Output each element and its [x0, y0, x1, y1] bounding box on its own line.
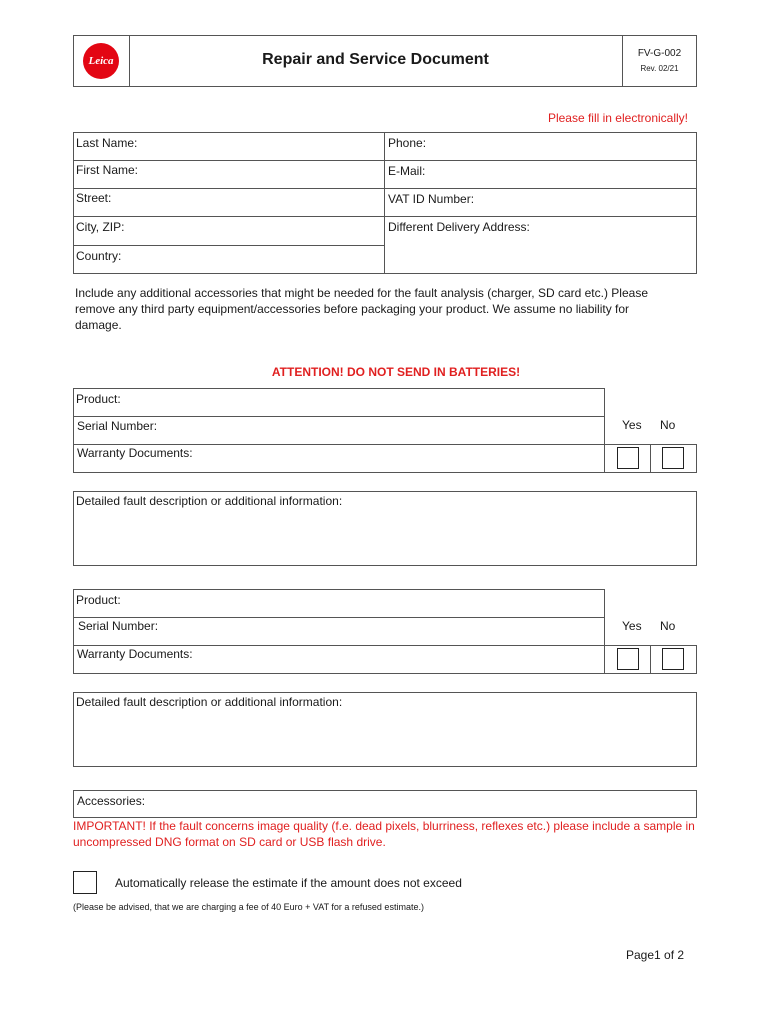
- product1-line-3: [605, 472, 697, 473]
- fill-electronically-notice: Please fill in electronically!: [547, 111, 688, 125]
- last-name-field[interactable]: Last Name:: [76, 136, 138, 150]
- accessories-label: Accessories:: [77, 794, 146, 808]
- email-field[interactable]: E-Mail:: [388, 164, 426, 178]
- customer-grid-divider: [384, 132, 385, 274]
- customer-row-line-2: [73, 188, 697, 189]
- street-field[interactable]: Street:: [76, 191, 112, 205]
- product2-yes-label: Yes: [622, 619, 642, 633]
- product1-yes-label: Yes: [622, 418, 642, 432]
- product2-line-3: [605, 673, 697, 674]
- product2-warranty-label: Warranty Documents:: [77, 647, 193, 661]
- product2-warranty-yes-checkbox[interactable]: [617, 648, 639, 670]
- product2-serial-field[interactable]: Serial Number:: [78, 619, 159, 633]
- first-name-field[interactable]: First Name:: [76, 163, 139, 177]
- product2-line-2: [73, 645, 697, 646]
- product2-check-divider: [650, 645, 651, 674]
- battery-attention: ATTENTION! DO NOT SEND IN BATTERIES!: [271, 365, 521, 379]
- accessories-field[interactable]: [73, 790, 697, 818]
- product1-fault-label: Detailed fault description or additional information:: [76, 494, 343, 508]
- header-divider-right: [622, 35, 623, 87]
- page-title: Repair and Service Document: [262, 51, 489, 68]
- product1-warranty-yes-checkbox[interactable]: [617, 447, 639, 469]
- product1-product-field[interactable]: Product:: [76, 392, 121, 406]
- product2-fault-label: Detailed fault description or additional information:: [76, 695, 343, 709]
- product1-no-label: No: [660, 418, 676, 432]
- product1-warranty-no-checkbox[interactable]: [662, 447, 684, 469]
- product1-line-2: [73, 444, 697, 445]
- product1-right-edge: [696, 444, 697, 473]
- product1-serial-field[interactable]: Serial Number:: [77, 419, 158, 433]
- refused-estimate-fee-note: (Please be advised, that we are charging a fee of 40 Euro + VAT for a refused estimate.): [73, 902, 424, 912]
- leica-logo-text: Leica: [88, 55, 114, 67]
- city-zip-field[interactable]: City, ZIP:: [76, 220, 125, 234]
- customer-row-line-4: [73, 245, 385, 246]
- customer-row-line-3: [73, 216, 697, 217]
- product1-warranty-label: Warranty Documents:: [77, 446, 193, 460]
- product1-check-divider: [650, 444, 651, 473]
- form-revision: Rev. 02/21: [640, 64, 679, 73]
- customer-row-line-1: [73, 160, 697, 161]
- product2-warranty-no-checkbox[interactable]: [662, 648, 684, 670]
- product2-line-1: [73, 617, 605, 618]
- vat-id-field[interactable]: VAT ID Number:: [388, 192, 475, 206]
- page-indicator: Page1 of 2: [626, 948, 685, 962]
- auto-release-estimate-label: Automatically release the estimate if the amount does not exceed: [115, 876, 462, 890]
- product2-product-field[interactable]: Product:: [76, 593, 121, 607]
- delivery-address-field[interactable]: Different Delivery Address:: [388, 220, 530, 234]
- product1-line-1: [73, 416, 605, 417]
- accessories-note: Include any additional accessories that might be needed for the fault analysis (charger, SD card etc.) Please remove any third party equipment/accessories before packaging your product. We assume no liability for damage.: [75, 286, 648, 332]
- product2-no-label: No: [660, 619, 676, 633]
- image-quality-important-note: IMPORTANT! If the fault concerns image quality (f.e. dead pixels, blurriness, reflexes etc.) please include a sample in uncompressed DNG format on SD card or USB flash drive.: [73, 819, 695, 849]
- country-field[interactable]: Country:: [76, 249, 122, 263]
- leica-logo: [83, 43, 119, 79]
- auto-release-estimate-checkbox[interactable]: [73, 871, 97, 894]
- phone-field[interactable]: Phone:: [388, 136, 427, 150]
- form-code: FV-G-002: [637, 48, 682, 59]
- product2-right-edge: [696, 645, 697, 674]
- customer-grid: [73, 132, 697, 274]
